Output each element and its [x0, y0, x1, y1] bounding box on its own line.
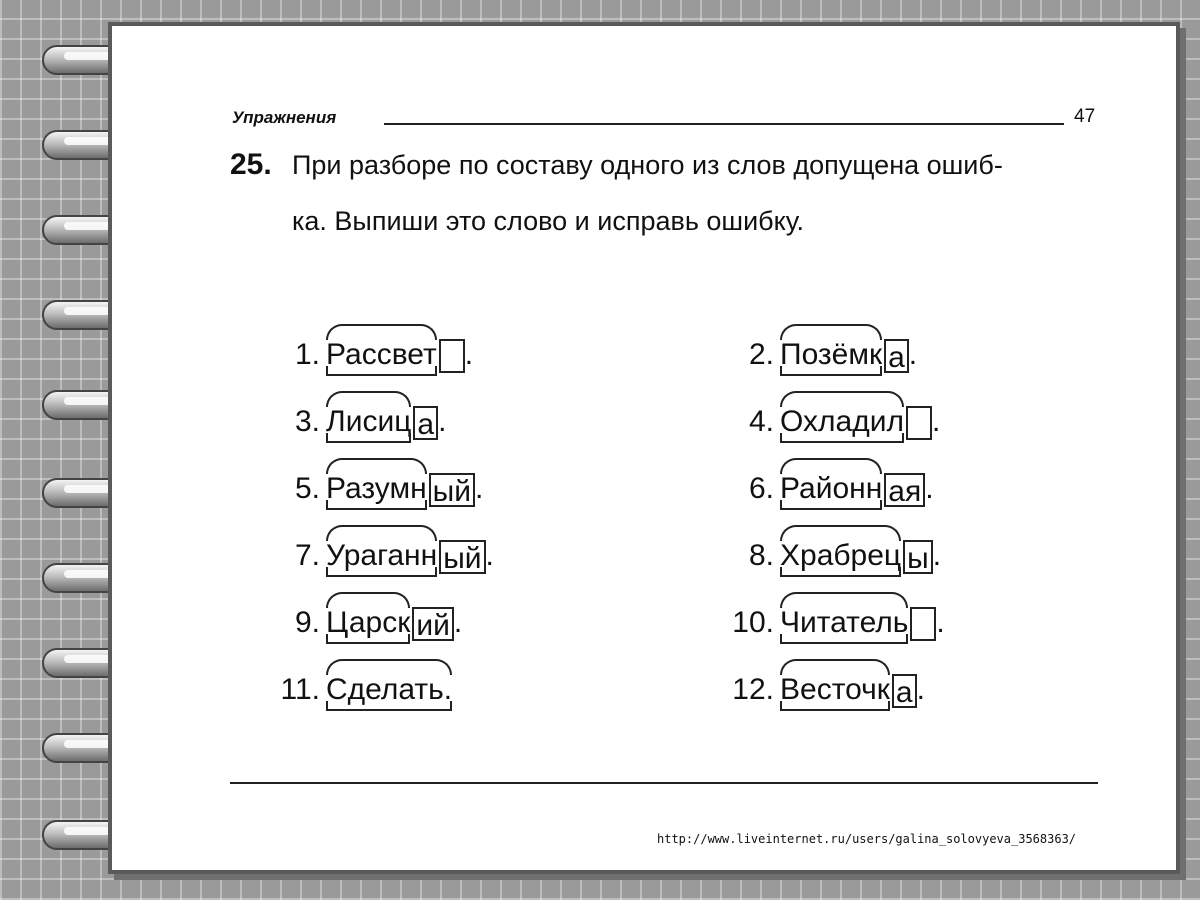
item-word: Рассвет: [326, 334, 437, 372]
item-ending-box: а: [413, 406, 438, 440]
item-number: 1.: [294, 338, 320, 371]
source-url: http://www.liveinternet.ru/users/galina_solovyeva_3568363/: [657, 832, 1077, 846]
item-period: .: [453, 606, 463, 639]
item-period: .: [916, 673, 925, 706]
exercise-item: [262, 334, 473, 380]
item-number: 5.: [294, 472, 320, 505]
exercise-item: [262, 669, 452, 715]
item-number: 7.: [294, 539, 320, 572]
item-word: Районн: [780, 468, 882, 506]
item-word: Весточк: [780, 669, 890, 707]
item-word: Сделать.: [326, 669, 452, 707]
item-word: Лисиц: [326, 401, 411, 439]
item-period: .: [931, 405, 941, 438]
item-number: 2.: [748, 338, 774, 371]
item-ending-box: ая: [884, 473, 925, 507]
item-period: .: [464, 338, 474, 371]
task-text-line2: ка. Выпиши это слово и исправь ошибку.: [292, 206, 805, 236]
exercise-item: [716, 535, 941, 581]
item-word: Охладил: [780, 401, 904, 439]
item-number: 8.: [748, 539, 774, 572]
item-period: .: [438, 405, 447, 438]
item-ending-box: [906, 406, 932, 440]
item-ending-box: ий: [412, 607, 454, 641]
exercise-item: [716, 468, 934, 514]
item-period: .: [485, 539, 494, 572]
exercise-item: [262, 535, 494, 581]
item-period: .: [908, 338, 918, 371]
item-period: .: [474, 472, 484, 505]
exercise-item: [262, 401, 446, 447]
item-number: 4.: [748, 405, 774, 438]
item-word: Позёмк: [780, 334, 882, 372]
item-ending-box: [910, 607, 936, 641]
item-word: Царск: [326, 602, 410, 640]
item-number: 10.: [732, 606, 774, 639]
header-rule: [384, 123, 1064, 125]
item-period: .: [936, 606, 945, 639]
item-number: 9.: [294, 606, 320, 639]
item-period: .: [925, 472, 934, 505]
item-word: Храбрец: [780, 535, 901, 573]
item-number: 11.: [280, 673, 320, 706]
item-word: Разумн: [326, 468, 427, 506]
task-text-line1: При разборе по составу одного из слов допущена ошиб-: [292, 150, 1003, 180]
item-ending-box: ый: [429, 473, 475, 507]
item-number: 12.: [732, 673, 774, 706]
item-ending-box: а: [892, 674, 917, 708]
section-label: Упражнения: [232, 108, 337, 127]
item-word: Читатель: [780, 602, 908, 640]
page-number: 47: [1074, 106, 1096, 127]
item-number: 3.: [294, 405, 320, 438]
footer-rule: [230, 782, 1098, 784]
item-period: .: [932, 539, 942, 572]
exercise-item: [262, 602, 462, 648]
item-ending-box: ы: [903, 540, 933, 574]
item-ending-box: а: [884, 339, 909, 373]
item-ending-box: [439, 339, 465, 373]
exercise-item: [716, 669, 925, 715]
exercise-item: [716, 602, 945, 648]
item-word: Ураганн: [326, 535, 437, 573]
worksheet-page: [108, 22, 1180, 874]
item-number: 6.: [748, 472, 774, 505]
task-number: 25.: [230, 148, 272, 181]
exercise-item: [262, 468, 483, 514]
item-ending-box: ый: [439, 540, 485, 574]
exercise-item: [716, 401, 940, 447]
exercise-item: [716, 334, 917, 380]
